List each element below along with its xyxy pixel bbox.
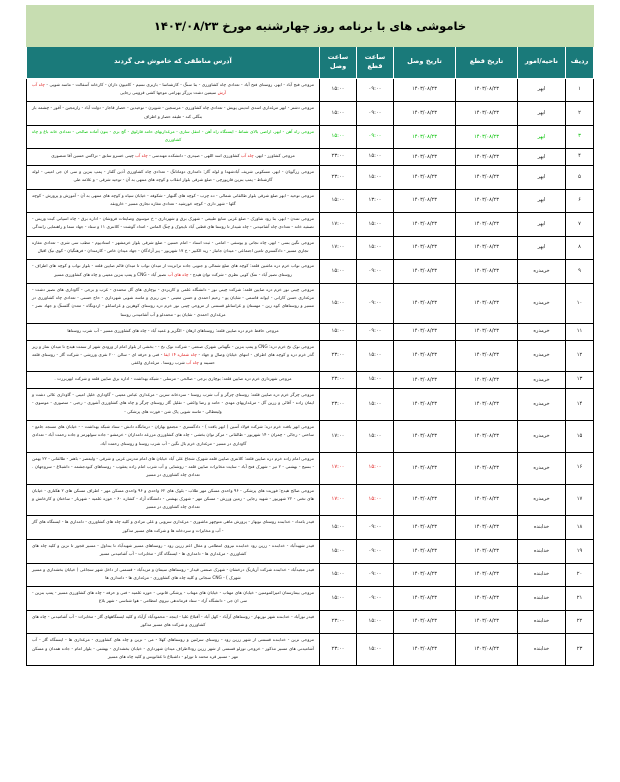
cell-row-number: ۱ xyxy=(566,78,594,102)
cell-time-on: ۲۳:۰۰ xyxy=(320,634,357,666)
cell-address: مروجی تمدن - ابهر، بنا رود شاورک - ضلع غربی منابع طبیعی - شهرک برق و شهرداری - خ موسوی وضایعات فروشان - اداره برق - چاه اسپانی کبت وریس - تصفیه خانه - تعدادی چاه آشامیدنی - چاه شیدار تا روستا های قطبی آباد نایجوک و چنگ الماس - امداد گوشت - کلانتری ۱۱ و ستاد - جهاد سما و راهنمایی رانندگی xyxy=(27,213,320,237)
cell-date-on: ۱۴۰۳/۰۸/۲۳ xyxy=(394,340,456,372)
cell-row-number: ۲۱ xyxy=(566,587,594,611)
cell-date-off: ۱۴۰۳/۰۸/۲۳ xyxy=(456,324,518,341)
cell-date-on: ۱۴۰۳/۰۸/۲۳ xyxy=(394,324,456,341)
cell-address: فیدر نورآباد - خدابنده شهر نوربهار - روستاهای آرآباد - کهل آباد - آقبلاغ علیا - ایتجد - محمودآباد آژآباد و کلیه ایستگاههای گاز - مخابرات - آب آشامیدنی - چاه های کشاورزی و شرکت های مسیر مذکور xyxy=(27,610,320,634)
cell-date-off: ۱۴۰۳/۰۸/۲۳ xyxy=(456,484,518,516)
cell-district: خدابنده xyxy=(518,516,566,540)
cell-address: مروجی شهرداری خرم دره صایین قلعه: بوچاری برجی - صالحی - مرسلی - شبکه بهداشت - اداره برق صایین قلعه و شرکت ایهربرزت . xyxy=(27,372,320,389)
cell-date-on: ۱۴۰۳/۰۸/۲۳ xyxy=(394,452,456,484)
cell-date-off: ۱۴۰۳/۰۸/۲۳ xyxy=(456,587,518,611)
cell-address: فیدر مجیدآباد - خدابنده شرکت آرپازنگ درخشان - شهرک صنعتی قیدار - روستاهای سیمان و مزیدآباد - قسمتی از داخل شهر سجاعی ( خیابان بخشداری و مسیر شهرک ) - CNG سجانی و کلیه چاه های کشاورزی - مرغداری ها - دامداری ها xyxy=(27,563,320,587)
cell-row-number: ۱۰ xyxy=(566,283,594,323)
table-header-row xyxy=(27,46,594,78)
cell-district: خرمدره xyxy=(518,324,566,341)
cell-row-number: ۸ xyxy=(566,236,594,260)
cell-time-on: ۱۷:۰۰ xyxy=(320,236,357,260)
table-row xyxy=(27,260,594,284)
table-row xyxy=(27,540,594,564)
cell-date-off: ۱۴۰۳/۰۸/۲۳ xyxy=(456,389,518,421)
cell-row-number: ۱۵ xyxy=(566,420,594,452)
cell-date-on: ۱۴۰۳/۰۸/۲۳ xyxy=(394,78,456,102)
cell-row-number: ۹ xyxy=(566,260,594,284)
column-header-time-on: ساعت وصل xyxy=(320,46,357,78)
table-body xyxy=(27,78,594,665)
cell-district: خرمدره xyxy=(518,260,566,284)
cell-date-on: ۱۴۰۳/۰۸/۲۳ xyxy=(394,189,456,213)
cell-date-on: ۱۴۰۳/۰۸/۲۳ xyxy=(394,213,456,237)
address-highlight: چاه شماره ۱۴ ایفا xyxy=(163,352,197,358)
cell-time-off: ۱۵:۰۰ xyxy=(357,213,394,237)
column-header-date-on: تاریخ وصل xyxy=(394,46,456,78)
table-row xyxy=(27,189,594,213)
cell-row-number: ۱۷ xyxy=(566,484,594,516)
cell-time-off: ۰۹:۰۰ xyxy=(357,102,394,126)
cell-time-off: ۱۵:۰۰ xyxy=(357,166,394,190)
cell-date-on: ۱۴۰۳/۰۸/۲۳ xyxy=(394,102,456,126)
column-header-time-off: ساعت قطع xyxy=(357,46,394,78)
cell-time-on: ۱۵:۰۰ xyxy=(320,260,357,284)
table-row xyxy=(27,452,594,484)
cell-time-on: ۱۵:۰۰ xyxy=(320,540,357,564)
cell-time-on: ۲۳:۰۰ xyxy=(320,389,357,421)
cell-time-on: ۱۷:۰۰ xyxy=(320,213,357,237)
cell-date-on: ۱۴۰۳/۰۸/۲۳ xyxy=(394,236,456,260)
cell-time-on: ۱۵:۰۰ xyxy=(320,324,357,341)
cell-district: خدابنده xyxy=(518,610,566,634)
page-title: خاموشی های با برنامه روز چهارشنبه مورخ ۱۴۰۳/۰۸/۲۳ xyxy=(27,6,594,47)
cell-time-on: ۱۵:۰۰ xyxy=(320,563,357,587)
cell-address: فیدر بامداد - خدابنده روستای نوبهار - پرورش ماهی متوچهر ماشوری - مرغداری سروبی و علی مرادی و کلیه چاه های کشاورزی - دامداری ها - ایستگاه های گاز - آب و مخابرات و سردخانه ها و شرکت های مسیر مذکور xyxy=(27,516,320,540)
cell-date-on: ۱۴۰۳/۰۸/۲۳ xyxy=(394,166,456,190)
cell-row-number: ۱۸ xyxy=(566,516,594,540)
column-header-row-number: ردیف xyxy=(566,46,594,78)
cell-row-number: ۱۲ xyxy=(566,340,594,372)
cell-district: ابهر xyxy=(518,236,566,260)
cell-district: خدابنده xyxy=(518,540,566,564)
cell-address: فیدر شهیدآباد - خدابنده - زرین رود خدابنده نیروی انتظامی و مغال اعم زرین رود - روستاهای مسیر شهیدآباد تا بنداول - مسیر قجور تا نزین و کلیه چاه های کشاورزی - مرغداری ها - دامداری ها - ایستگاه گاز - مخابرات - آب آشامیدنی مسیر xyxy=(27,540,320,564)
table-row xyxy=(27,634,594,666)
cell-district: خرمدره xyxy=(518,340,566,372)
address-highlight: چاه های آب xyxy=(167,272,189,278)
cell-time-off: ۱۵:۰۰ xyxy=(357,484,394,516)
cell-address: مروجی حافظ خرم دره صایین قلعه: روستاهای ارهان - الگزیر و عمید آباد - چاه های کشاورزی مسیر - آب شرب روستاها xyxy=(27,324,320,341)
cell-row-number: ۷ xyxy=(566,213,594,237)
cell-address: مروجی ابهر بافت خرم دره: شرکت فولاد آسین ( ابهر بافت ) - دادگستری - مجتمع بهاران - درمانگاه دانش - ستاد شبکه بهداشت - - خیابان های مسجد جامع - ساحتی - رجائی - چمران - ۱۴ شهریور - طالقانی - مرکز توان بخشی - چاه های کشاورزی مزرعه دامداران - خرمشو - جاده سولهرمز و جاده رحمت آباد - تعدادی گاوداری در مسیر - مرغداری خرم بال نگین - آب شرب روستا و روستای رحمت آباد. xyxy=(27,420,320,452)
cell-time-off: ۰۹:۰۰ xyxy=(357,324,394,341)
cell-time-on: ۱۵:۰۰ xyxy=(320,283,357,323)
cell-district: خرمدره xyxy=(518,283,566,323)
cell-row-number: ۱۶ xyxy=(566,452,594,484)
table-row xyxy=(27,484,594,516)
table-row xyxy=(27,236,594,260)
cell-date-off: ۱۴۰۳/۰۸/۲۳ xyxy=(456,452,518,484)
cell-date-on: ۱۴۰۳/۰۸/۲۳ xyxy=(394,260,456,284)
cell-date-off: ۱۴۰۳/۰۸/۲۳ xyxy=(456,236,518,260)
table-row xyxy=(27,213,594,237)
cell-date-off: ۱۴۰۳/۰۸/۲۳ xyxy=(456,213,518,237)
cell-date-off: ۱۴۰۳/۰۸/۲۳ xyxy=(456,540,518,564)
table-row xyxy=(27,78,594,102)
cell-time-off: ۱۵:۰۰ xyxy=(357,634,394,666)
cell-row-number: ۱۱ xyxy=(566,324,594,341)
cell-date-off: ۱۴۰۳/۰۸/۲۳ xyxy=(456,610,518,634)
cell-date-on: ۱۴۰۳/۰۸/۲۳ xyxy=(394,389,456,421)
address-highlight: چاه آب xyxy=(135,154,148,160)
cell-address: مروجی نواب خرم دره ماشین قلعه: کوچه های ضلع شمالی و جنوبی جاده ترانزیت از میدان نواب تا میدان قائم صایین قلعه - بلوار نواب و کوچه های اطراف - روستای نصیر آباد - نمک کوبی نظری - شرکت توان هیدج - چاه های آب نصیر آباد - CNG و پمپ بنزین معینی و چاه های کشاورزی مسیر xyxy=(27,260,320,284)
cell-district: خرمدره xyxy=(518,484,566,516)
cell-district: ابهر xyxy=(518,213,566,237)
cell-time-on: ۱۷:۰۰ xyxy=(320,420,357,452)
cell-district: خدابنده xyxy=(518,634,566,666)
cell-time-on: ۲۳:۰۰ xyxy=(320,166,357,190)
table-row xyxy=(27,102,594,126)
table-row xyxy=(27,324,594,341)
cell-time-on: ۲۳:۰۰ xyxy=(320,372,357,389)
outage-schedule-table xyxy=(26,5,594,666)
cell-district: ابهر xyxy=(518,189,566,213)
cell-time-off: ۰۹:۰۰ xyxy=(357,563,394,587)
cell-address: مروجی فتح آباد - ابهر، روستای فتح آباد - تعدادی چاه کشاورزی - بنا سنگ - کارشناسا - باربری نسیم - کامیون داران - کارخانه آسفالت - ماسه شویی - چاه آب آرش سیمین دشت برزگر بهرامی موجها کشی قزوینی رجایی xyxy=(27,78,320,102)
cell-date-off: ۱۴۰۳/۰۸/۲۳ xyxy=(456,125,518,149)
cell-time-off: ۱۵:۰۰ xyxy=(357,372,394,389)
cell-row-number: ۲۳ xyxy=(566,634,594,666)
address-highlight: چاه آب آرش xyxy=(32,82,226,97)
cell-time-off: ۱۵:۰۰ xyxy=(357,420,394,452)
table-row xyxy=(27,587,594,611)
cell-date-on: ۱۴۰۳/۰۸/۲۳ xyxy=(394,149,456,166)
cell-district: خرمدره xyxy=(518,452,566,484)
cell-district: خرمدره xyxy=(518,420,566,452)
cell-row-number: ۵ xyxy=(566,166,594,190)
cell-address: مروجی نزین - خدابنده قسمتی از شهر زرین رود - روستای سرلنین و روستاهای کهلا - می - نزین و چاه های کشاورزی - مرغداری ها - ایستگاه گاز - آب آشامیدنی های مسیر مذکور - خروجی توزلو قسمتی از شهر زرین رودااطراف میدان شهرداری - خیابان بخشداری - بهشتی - بلوار امام - جاده همدان و مسکن مهر - مسیر قره محمد تا توزلو - داشبلاغ تا غفانویس و کلیه چاه های مسیر xyxy=(27,634,320,666)
table-row xyxy=(27,420,594,452)
cell-date-on: ۱۴۰۳/۰۸/۲۳ xyxy=(394,372,456,389)
cell-district: ابهر xyxy=(518,149,566,166)
cell-time-off: ۱۵:۰۰ xyxy=(357,340,394,372)
cell-row-number: ۱۹ xyxy=(566,540,594,564)
cell-time-on: ۱۵:۰۰ xyxy=(320,189,357,213)
table-row xyxy=(27,372,594,389)
table-row xyxy=(27,283,594,323)
cell-address: مروجی زرگویان - ابهر، مسکونی شریف آبادشهدا و لوله گاز: دامداری دوماتانگ - تعدادی چاه کشاورزی آذین گلنار - پمپ بنزین و سی ان جی امینی - لوله گازشناط - پمپ بنزین فارپورچی - ضلع شرقی بلوار انقلاب و کوچه های منتهی به آن - توحید شرقی - و علامه طی xyxy=(27,166,320,190)
cell-address: مروجی راه آهن - ابهر، اراضی بالای شناط - ایستگاه راه آهن - انتقل سازی - مرغداریهای حامد قارلوق - گچ بری - بتون آماده صالحی - تعدادی خانه باغ و چاه کشاورزی xyxy=(27,125,320,149)
cell-time-on: ۱۵:۰۰ xyxy=(320,102,357,126)
cell-time-off: ۱۵:۰۰ xyxy=(357,389,394,421)
cell-time-on: ۱۷:۰۰ xyxy=(320,452,357,484)
cell-row-number: ۲۲ xyxy=(566,610,594,634)
column-header-district: ناحیه/امور xyxy=(518,46,566,78)
cell-address: مروجی نوک نخ خرم دره: CNG و پمپ بنزین - نگهبانی شهرک صنعتی - شرکت نوک نخ - - بخشی از بلوار امام از ورودی شهر از سمت هیدج تا میدان نماز و زیر گذر خرم دره و کوچه های اطراف - انتهای خیابان وصال و جهاد - چاه شماره ۱۴ ایفا - فنی و حرفه ای - سالن ۲۰۰ نفری ورزشی - شرکت گاز - روستای قلعه حسینه و چاه آب شرب روستا . مرغداری واغفی xyxy=(27,340,320,372)
cell-time-off: ۱۵:۰۰ xyxy=(357,236,394,260)
cell-date-on: ۱۴۰۳/۰۸/۲۳ xyxy=(394,283,456,323)
cell-district: ابهر xyxy=(518,102,566,126)
cell-row-number: ۳ xyxy=(566,125,594,149)
cell-row-number: ۲ xyxy=(566,102,594,126)
cell-time-on: ۲۳:۰۰ xyxy=(320,610,357,634)
cell-district: خرمدره xyxy=(518,372,566,389)
cell-row-number: ۱۴ xyxy=(566,389,594,421)
table-row xyxy=(27,563,594,587)
column-header-date-off: تاریخ قطع xyxy=(456,46,518,78)
cell-time-off: ۱۳:۰۰ xyxy=(357,189,394,213)
cell-row-number: ۶ xyxy=(566,189,594,213)
table-row xyxy=(27,149,594,166)
table-row xyxy=(27,340,594,372)
cell-time-off: ۱۵:۰۰ xyxy=(357,149,394,166)
cell-date-off: ۱۴۰۳/۰۸/۲۳ xyxy=(456,340,518,372)
cell-date-off: ۱۴۰۳/۰۸/۲۳ xyxy=(456,149,518,166)
column-header-address: آدرس مناطقی که خاموش می گردند xyxy=(27,46,320,78)
cell-address: مروجی صالح هیدج: فوریت های پزشکی - ۹۶ واحدی مسکن مهر طلاب - بلوک های ۶۲ واحدی و ۹۶ واحدی مسکن مهر - اطراف مسکن های ۲ هکتاری - خیابان های تختی - ۲۲ شهریور - شهید رجایی - زمین ورزش - مسکن مهر - شهرک بهشتی - دانشگاه آزاد - کشاره ۶۰ - حوزه علمیه - شهربار - ساختان و کارخانش و تعدادی چاه کشاورزی در مسیر xyxy=(27,484,320,516)
cell-row-number: ۲۰ xyxy=(566,563,594,587)
address-highlight: چاه آب xyxy=(186,361,199,367)
cell-time-on: ۱۵:۰۰ xyxy=(320,78,357,102)
cell-row-number: ۱۳ xyxy=(566,372,594,389)
cell-date-off: ۱۴۰۳/۰۸/۲۳ xyxy=(456,102,518,126)
cell-address: مروجی توحید - ابهر ضلع شرقی بلوار طالقانی شمالی - ده چرب - کوچه های گلبهار - شکوفه - خیابان سپاه و کوچه های منتهی به آن - آموزش و پرورش - کوچه گلها - شهر داری - کوچه خورشید - تعدادی مغازه تجاری مسیر - خارونقه xyxy=(27,189,320,213)
cell-date-off: ۱۴۰۳/۰۸/۲۳ xyxy=(456,420,518,452)
cell-address: مروجی بیمارستان امیرالمومنین - خیابان های مهتاب - خیابان های مهتاب - پزشکی قانونی - حوزه علمیه - فنی و حرفه - چاه های کشاورزی مسیر - پمپ بنزین - سی ان جی - دانشگاه آزاد - ستاد فرماندهی نیروی انتظامی - هوا شناسی - شهر بلاغ xyxy=(27,587,320,611)
cell-time-on: ۱۵:۰۰ xyxy=(320,516,357,540)
cell-time-on: ۱۵:۰۰ xyxy=(320,587,357,611)
cell-district: ابهر xyxy=(518,166,566,190)
cell-time-off: ۱۵:۰۰ xyxy=(357,452,394,484)
cell-date-off: ۱۴۰۳/۰۸/۲۳ xyxy=(456,563,518,587)
cell-district: ابهر xyxy=(518,78,566,102)
table-row xyxy=(27,516,594,540)
cell-date-off: ۱۴۰۳/۰۸/۲۳ xyxy=(456,372,518,389)
cell-district: ابهر xyxy=(518,125,566,149)
table-row xyxy=(27,610,594,634)
cell-time-on: ۱۷:۰۰ xyxy=(320,484,357,516)
table-row xyxy=(27,166,594,190)
cell-date-off: ۱۴۰۳/۰۸/۲۳ xyxy=(456,283,518,323)
cell-date-on: ۱۴۰۳/۰۸/۲۳ xyxy=(394,420,456,452)
cell-date-off: ۱۴۰۳/۰۸/۲۳ xyxy=(456,634,518,666)
cell-date-on: ۱۴۰۳/۰۸/۲۳ xyxy=(394,587,456,611)
cell-date-on: ۱۴۰۳/۰۸/۲۳ xyxy=(394,516,456,540)
cell-time-off: ۰۹:۰۰ xyxy=(357,516,394,540)
cell-time-off: ۱۵:۰۰ xyxy=(357,610,394,634)
cell-address: مروجی نگین بسی - ابهر، چاه نجاتی و یوسفی - امامی - ثبت اسناد - امام حسین - ضلع شرقی بلوار خرمشهر - استادیوم - مطب سی شری - تعدادی مغازه تجاری مسیر - دادگستری تامین اجتماعی - میدان جانباز - زید الکبیر - خ ۱۷ شهریور - پیر آزادگان - جهاد میدان خاص - کارمندان - فرهنگیان - کوی نیک اقبال xyxy=(27,236,320,260)
cell-district: خدابنده xyxy=(518,587,566,611)
cell-date-off: ۱۴۰۳/۰۸/۲۳ xyxy=(456,260,518,284)
cell-date-on: ۱۴۰۳/۰۸/۲۳ xyxy=(394,125,456,149)
cell-date-off: ۱۴۰۳/۰۸/۲۳ xyxy=(456,78,518,102)
cell-address: مروجی امام زاده خرم دره صایین قلعه: کلانتری صایین قلعه شهرک شجاع علی آباد خیابان های امام مدرس غربی و شرقی - ولیعصر - باهنر - طالقانی - ۲۲ بهمن - بسیج - بهشتی - ۲ تیر - شهرک فتح آباد - سایت مخابرات صایین قلعه - روشنایی و آب شرب امام زاده یعقوب - روستاهای کبودجشمه - داشبلاغ - سروجهان . تعدادی چاه کشاورزی در مسیر xyxy=(27,452,320,484)
cell-date-on: ۱۴۰۳/۰۸/۲۳ xyxy=(394,540,456,564)
cell-time-off: ۰۹:۰۰ xyxy=(357,540,394,564)
cell-address: مروجی چرگر خرم دره صایین قلعه: روستای چرگر و آب شرب روستا - سردخانه سرین - مرغداری عباس معینی - گاوداری خلیل امینی - گاوداری عالی دشت و ایمان زاده - آقائی و زرین گل - مرغداریهای مهدی - حامد و رضا واغفی - تقلیل گاز روستای چرگر و چاه های کشاورزی آشوری - رجبی - منصوری - موسوی - ولیعطالی - ماسه شویی پاک شن - فورت های پزشکی - xyxy=(27,389,320,421)
cell-date-off: ۱۴۰۳/۰۸/۲۳ xyxy=(456,189,518,213)
cell-district: خرمدره xyxy=(518,389,566,421)
cell-row-number: ۴ xyxy=(566,149,594,166)
cell-time-off: ۰۹:۰۰ xyxy=(357,125,394,149)
cell-district: خدابنده xyxy=(518,563,566,587)
address-highlight: چاه آب xyxy=(241,154,254,160)
table-row xyxy=(27,125,594,149)
table-row xyxy=(27,389,594,421)
cell-address: مروجی دشتر - ابهر مرغداری اسدی اندیس پویش - تعدادی چاه کشاورزی - مرسجین - شویرن - توحیدین - حصار قاجار - دولت آباد - رازمجین - آقور - چشمه باز بنگلی کند - طیفه حصار و اطراف xyxy=(27,102,320,126)
cell-date-off: ۱۴۰۳/۰۸/۲۳ xyxy=(456,166,518,190)
cell-time-off: ۰۹:۰۰ xyxy=(357,283,394,323)
table-title-row xyxy=(27,6,594,47)
cell-address: مروجی کشاورز - ابهر، چاه آب کشاورزی اسد اللهی - صیدری - دانشکده مهندسی - چاه آب چینی خسرو سابق - تراکس حسین آقا منصوری xyxy=(27,149,320,166)
cell-date-off: ۱۴۰۳/۰۸/۲۳ xyxy=(456,516,518,540)
cell-time-on: ۲۳:۰۰ xyxy=(320,340,357,372)
cell-time-off: ۰۹:۰۰ xyxy=(357,587,394,611)
cell-time-on: ۲۳:۰۰ xyxy=(320,149,357,166)
cell-time-off: ۰۹:۰۰ xyxy=(357,260,394,284)
cell-date-on: ۱۴۰۳/۰۸/۲۳ xyxy=(394,484,456,516)
cell-time-on: ۱۵:۰۰ xyxy=(320,125,357,149)
cell-date-on: ۱۴۰۳/۰۸/۲۳ xyxy=(394,563,456,587)
cell-address: مروجی چینی نور خرم دره صایین قلعه: شرکت چینی نور - دانشگاه علمی و کاربردی - بوچاری های گل محمدی - غرب و برجی - گاوداری های نصیر دشت - مرغداری حسن کارانی - ایوانه قاسمی - شایان پو - رحیم احمدی و حسن معینی - بتن ریزی و ماسه شویی شهرداری - حاج حسنی - تعدادی چاه کشاورزی در مسیر و روستاهای کوه زین - مهستان و غراسانلو قسمتی از مروجی چینی نور خرم دره روستای کوهزین و غراسانلو - ازدونگاه - معدن گلسنگ و جهاد نصر - مرغداری احمدی - شایان بو - محمدلو و آب آشامیدنی روستا xyxy=(27,283,320,323)
cell-date-on: ۱۴۰۳/۰۸/۲۳ xyxy=(394,610,456,634)
cell-date-on: ۱۴۰۳/۰۸/۲۳ xyxy=(394,634,456,666)
cell-time-off: ۰۹:۰۰ xyxy=(357,78,394,102)
